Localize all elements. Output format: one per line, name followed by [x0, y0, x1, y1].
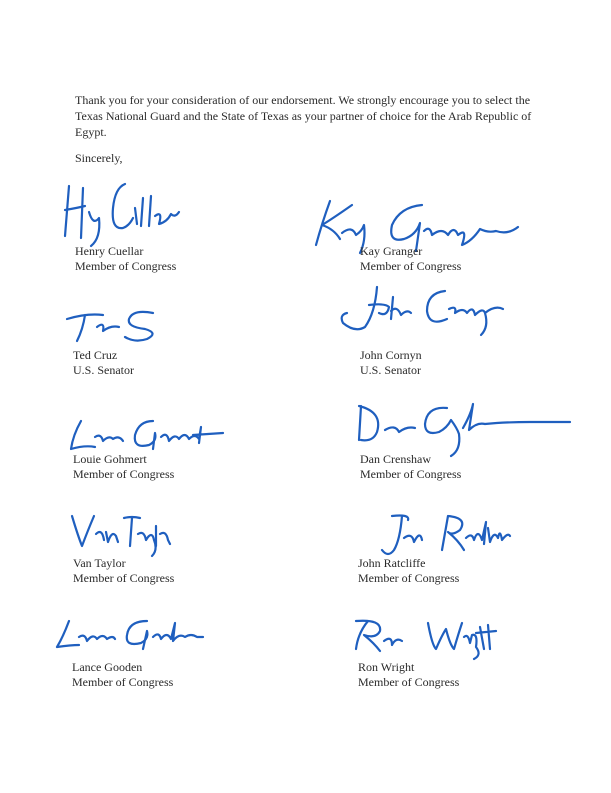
closing-salutation: Sincerely, — [75, 151, 123, 165]
signer-title: Member of Congress — [73, 571, 175, 585]
letter-body: Thank you for your consideration of our endorsement. We strongly encourage you to select the Texas National Guard and the State of Texas as your partner of choice for the Arab Republic of Egypt. — [75, 93, 532, 139]
signer-title: Member of Congress — [360, 259, 462, 273]
signer-name: Ron Wright — [358, 660, 415, 674]
signature-ted-cruz — [63, 305, 173, 345]
signer-title: Member of Congress — [75, 259, 177, 273]
signer-block — [360, 244, 590, 274]
signature-dan-crenshaw — [355, 400, 575, 460]
signer-block — [72, 660, 302, 690]
signer-block — [358, 660, 588, 690]
signer-title: U.S. Senator — [73, 363, 134, 377]
signer-name: Louie Gohmert — [73, 452, 147, 466]
signer-name: Dan Crenshaw — [360, 452, 431, 466]
signer-title: Member of Congress — [360, 467, 462, 481]
signer-name: Kay Granger — [360, 244, 423, 258]
signer-name: John Cornyn — [360, 348, 422, 362]
signature-van-taylor — [68, 510, 178, 560]
signer-name: Van Taylor — [73, 556, 126, 570]
signer-block — [75, 244, 305, 274]
signature-ron-wright — [352, 615, 497, 660]
signature-louie-gohmert — [65, 415, 225, 455]
signer-name: Henry Cuellar — [75, 244, 144, 258]
signer-title: Member of Congress — [73, 467, 175, 481]
signer-block — [73, 452, 303, 482]
signer-block — [73, 556, 303, 586]
signer-block — [360, 452, 590, 482]
signer-name: Ted Cruz — [73, 348, 118, 362]
signature-lance-gooden — [55, 615, 205, 655]
signer-name: Lance Gooden — [72, 660, 143, 674]
signer-block — [360, 348, 590, 378]
signer-title: U.S. Senator — [360, 363, 421, 377]
signer-block — [358, 556, 588, 586]
signer-block — [73, 348, 303, 378]
signature-henry-cuellar — [55, 178, 190, 248]
signer-title: Member of Congress — [358, 571, 460, 585]
signature-john-cornyn — [335, 283, 510, 338]
signer-name: John Ratcliffe — [358, 556, 426, 570]
signer-title: Member of Congress — [72, 675, 174, 689]
signer-title: Member of Congress — [358, 675, 460, 689]
